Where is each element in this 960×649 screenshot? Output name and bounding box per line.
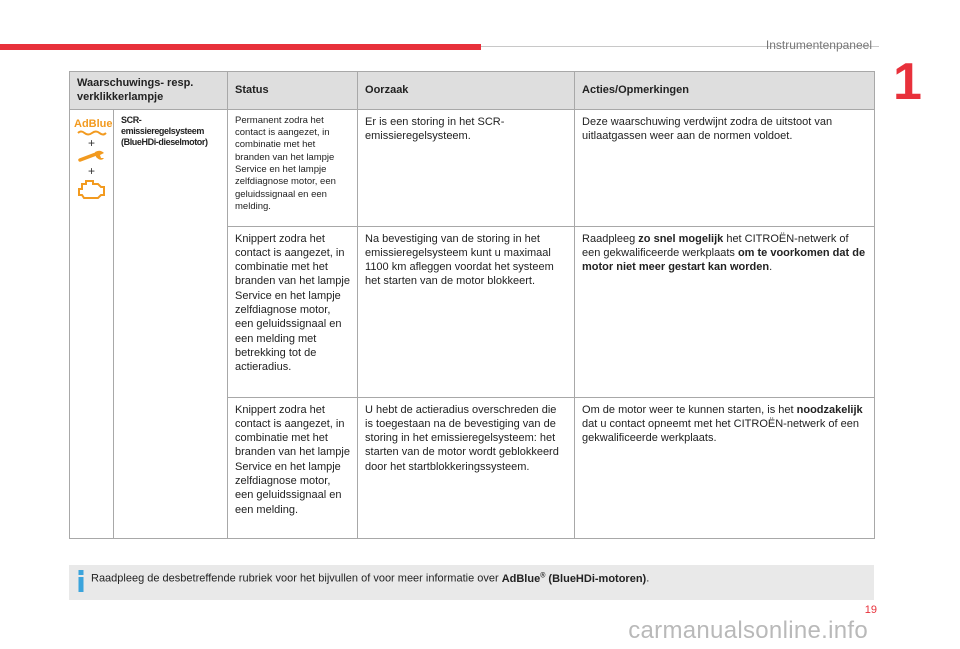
action-text: het CITROËN-netwerk of een gekwalificeerde werkplaats	[582, 232, 849, 259]
plus-sign: +	[87, 135, 95, 150]
action-text: dat u contact opneemt met het CITROËN-netwerk of een gekwalificeerde werkplaats.	[582, 417, 859, 445]
info-icon	[77, 570, 85, 592]
header-cause: Oorzaak	[358, 72, 575, 110]
action-cell	[575, 109, 875, 226]
action-text: Deze waarschuwing verdwijnt zodra de uitstoot van uitlaatgassen weer aan de normen voldoet.	[582, 115, 833, 142]
header-accent-bar	[0, 44, 481, 50]
header-actions: Acties/Opmerkingen	[575, 72, 875, 110]
cause-cell: U hebt de actieradius overschreden die is toegestaan na de bevestiging van de storing in het emissieregelsysteem: het starten van de motor wordt geblokkeerd door het startblokkeringssysteem.	[358, 397, 575, 538]
action-cell	[575, 226, 875, 397]
chapter-number: 1	[893, 53, 922, 111]
adblue-icon-label: AdBlue	[74, 117, 113, 130]
info-note	[69, 565, 874, 600]
status-cell: Knippert zodra het contact is aangezet, in combinatie met het branden van het lampje Service en het lampje zelfdiagnose motor, een geluidssignaal en een melding.	[228, 397, 358, 538]
note-text: Raadpleeg de desbetreffende rubriek voor het bijvullen of voor meer informatie over	[91, 572, 502, 585]
page-number: 19	[864, 604, 877, 616]
action-emphasis: om te voorkomen dat de motor niet meer gestart kan worden	[582, 246, 866, 274]
section-title: Instrumentenpaneel	[765, 38, 872, 52]
action-emphasis: noodzakelijk	[796, 403, 863, 416]
action-text: Om de motor weer te kunnen starten, is het	[582, 403, 797, 416]
cause-cell: Na bevestiging van de storing in het emissieregelsysteem kunt u maximaal 1100 km afleggen voordat het systeem het starten van de motor blokkeert.	[358, 226, 575, 397]
note-emphasis: AdBlue	[501, 572, 541, 585]
table-row	[70, 109, 875, 226]
note-text: .	[646, 572, 650, 585]
engine-icon	[76, 178, 108, 200]
header-status: Status	[228, 72, 358, 110]
adblue-icon	[74, 117, 113, 136]
warning-lamp-table	[69, 71, 875, 539]
lamp-icons-cell	[70, 109, 114, 538]
action-emphasis: zo snel mogelijk	[638, 232, 724, 245]
header-lamp: Waarschuwings- resp. verklikkerlampje	[70, 72, 228, 110]
info-note-text	[91, 572, 649, 585]
action-cell	[575, 397, 875, 538]
registered-mark: ®	[540, 572, 546, 579]
status-cell: Knippert zodra het contact is aangezet, in combinatie met het branden van het lampje Service en het lampje zelfdiagnose motor, een geluidssignaal en een melding met betrekking tot de actieradius.	[228, 226, 358, 397]
wrench-icon	[78, 150, 106, 164]
cause-cell: Er is een storing in het SCR-emissieregelsysteem.	[358, 109, 575, 226]
note-emphasis: (BlueHDi-motoren)	[545, 572, 647, 585]
lamp-name: SCR-emissieregelsysteem (BlueHDi-dieselmotor)	[114, 109, 228, 538]
status-cell: Permanent zodra het contact is aangezet, in combinatie met het branden van het lampje Service en het lampje zelfdiagnose motor, een geluidssignaal en een melding.	[228, 109, 358, 226]
plus-sign: +	[87, 163, 95, 178]
table-header-row	[70, 72, 875, 110]
action-text: Raadpleeg	[582, 232, 639, 245]
watermark: carmanualsonline.info	[628, 617, 868, 644]
action-text: .	[769, 261, 773, 274]
